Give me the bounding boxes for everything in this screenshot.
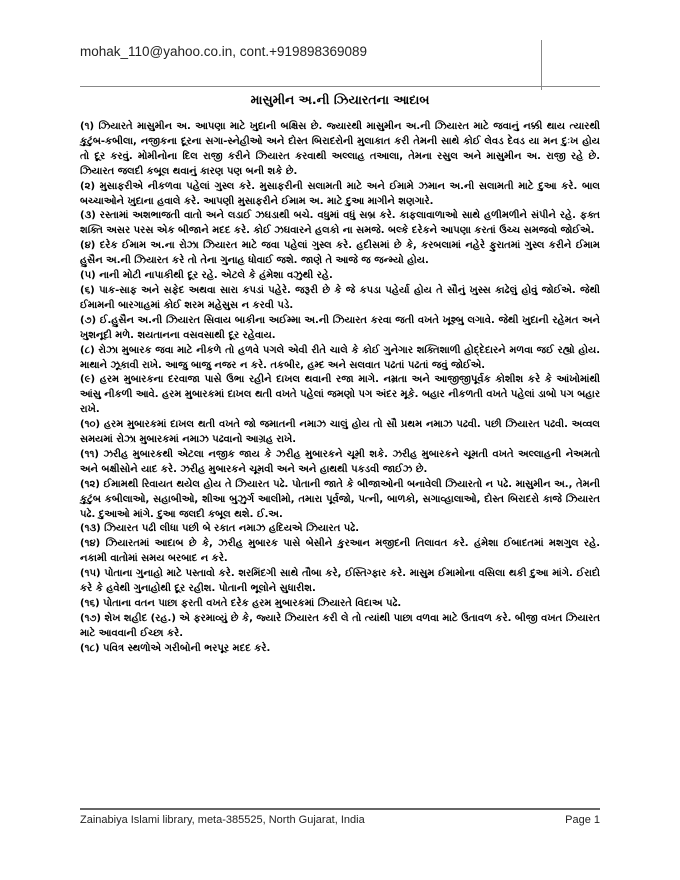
header-divider-vertical (541, 40, 542, 90)
paragraph-7: (૭) ઈ.હુસૈન અ.ની ઝિયારત સિવાય બાકીના અઈમ્મા અ.ની ઝિયારત કરવા જતી વખતે ખૂશ્બુ લગાવે. જેથી ખુદાની રહેમત અને ખુશનૂદી મળે. શયતાનના વસવસાથી દૂર રહેવાય. (80, 314, 600, 341)
paragraph-6: (૬) પાક-સાફ અને સફેદ અથવા સારા કપડાં પહેરે. જરૂરી છે કે જે કપડા પહેર્યા હોય તે સૌનું ખુસ્સ કાઢેલું હોવું જોઈએ. જેથી ઈમામની બારગાહમાં કોઈ શરમ મહેસુસ ન કરવી પડે. (80, 284, 600, 311)
paragraph-14: (૧૪) ઝિયારતમાં આદાબ છે કે, ઝરીહ મુબારક પાસે બેસીને કુરઆન મજીદની તિલાવત કરે. હંમેશા ઈબાદતમાં મશગુલ રહે. નકામી વાતોમાં સમય બરબાદ ન કરે. (80, 538, 600, 565)
paragraph-5: (૫) નાની મોટી નાપાકીથી દૂર રહે. એટલે કે હંમેશા વઝુથી રહે. (80, 270, 333, 282)
footer-library: Zainabiya Islami library, meta-385525, North Gujarat, India (80, 814, 365, 826)
footer-divider (80, 808, 600, 810)
paragraph-10: (૧૦) હરમ મુબારકમાં દાખલ થતી વખતે જો જમાતની નમાઝ ચાલું હોય તો સૌ પ્રથમ નમાઝ પઢવી. પછી ઝિયારત પઢવી. અવ્વલ સમયમાં રોઝા મુબારકમાં નમાઝ પઢવાનો આગ્રહ રાખે. (80, 419, 600, 446)
paragraph-2: (૨) મુસાફરીએ નીકળવા પહેલાં ગુસ્લ કરે. મુસાફરીની સલામતી માટે અને ઈમામે ઝમાન અ.ની સલામતી માટે દુઆ કરે. બાલ બચ્ચાઓને ખુદાના હવાલે કરે. આપણી મુસાફરીને ઈમામ અ. માટે દુઆ માગીને શણગારે. (80, 180, 600, 207)
document-body (80, 120, 600, 657)
paragraph-17: (૧૭) શેખ શહીદ (રહ.) એ ફરમાવ્યું છે કે, જ્યારે ઝિયારત કરી લે તો ત્યાંથી પાછા વળવા માટે ઉતાવળ કરે. બીજી વખત ઝિયારત માટે આવવાની ઈચ્છા કરે. (80, 612, 600, 639)
paragraph-4: (૪) દરેક ઈમામ અ.ના રોઝા ઝિયારત માટે જવા પહેલાં ગુસ્લ કરે. હદીસમાં છે કે, કરબલામાં નહેરે ફુરાતમાં ગુસ્લ કરીને ઈમામ હુસૈન અ.ની ઝિયારત કરે તો તેના ગુનાહ ધોવાઈ જશે. જાણે તે આજે જ જન્મ્યો હોય. (80, 240, 600, 267)
paragraph-3: (૩) રસ્તામાં અશભાજતી વાતો અને લડાઈ ઝઘડાથી બચે. વધુમાં વધું સબ્ર કરે. કાફલાવાળાઓ સાથે હળીમળીને સંપીને રહે. ફક્ત શક્તિ અસર પરસ એક બીજાને મદદ કરે. કોઈ ઝઘવારને હલકો ના સમજે. બલ્કે દરેકને આપણા કરતાં ઉચ્ચ સમજવો જોઈએ. (80, 210, 600, 237)
page-title: માસુમીન અ.ની ઝિયારતના આદાબ (250, 92, 430, 107)
paragraph-18: (૧૮) પવિત્ર સ્થળોએ ગરીબોની ભરપૂર મદદ કરે. (80, 642, 271, 654)
paragraph-16: (૧૬) પોતાના વતન પાછા ફરતી વખતે દરેક હરમ મુબારકમાં ઝિયારતે વિદાઅ પઢે. (80, 598, 402, 609)
paragraph-1: (૧) ઝિયારતે માસુમીન અ. આપણા માટે ખુદાની બક્ષિસ છે. જ્યારથી માસુમીન અ.ની ઝિયારત માટે જવાનું નક્કી થાય ત્યારથી કુટુંબ-કબીલા, નજીકના દૂરના સગા-સ્નેહીઓ અને દોસ્ત બિરાદરોની મુલાકાત કરી તેમની સાથે કોઈ લેવડ દેવડ યા મન દુઃખ હોય તો દૂર કરવું. મોમીનોના દિલ રાજી કરીને ઝિયારત કરવાથી અલ્લાહ તઆલા, તેમના રસુલ અને માસુમીન અ. રાજી રહે છે. ઝિયારત જલદી કબૂલ થવાનું કારણ પણ બની શકે છે. (80, 121, 600, 177)
paragraph-13: (૧૩) ઝિયારત પઢી લીધા પછી બે રકાત નમાઝ હદિયએ ઝિયારત પઢે. (80, 523, 360, 535)
page-number: Page 1 (565, 814, 600, 826)
paragraph-11: (૧૧) ઝરીહ મુબારકથી એટલા નજીક જાય કે ઝરીહ મુબારકને ચૂમી શકે. ઝરીહ મુબારકને ચૂમતી વખતે અલ્લાહની નેઅમતો અને બક્ષીસોને યાદ કરે. ઝરીહ મુબારકને ચૂમવી અને અને હાથથી પકડવી જાઈઝ છે. (80, 448, 600, 475)
paragraph-15: (૧૫) પોતાના ગુનાહો માટે પસ્તાવો કરે. શરમિંદગી સાથે તૌબા કરે, ઈસ્તિગ્ફાર કરે. માસુમ ઈમામોના વસિલા થકી દુઆ માંગે. ઈરાદો કરે કે હવેથી ગુનાહોથી દૂર રહીશ. પોતાની ભૂલોને સુધારીશ. (80, 568, 600, 595)
paragraph-12: (૧૨) ઈમામથી રિવાયત થયેલ હોય તે ઝિયારત પઢે. પોતાની જાતે કે બીજાઓની બનાવેલી ઝિયારતો ન પઢે. માસુમીન અ., તેમની કુટુંબ કબીલાઓ, સહાબીઓ, શીઆ બુઝુર્ગ આલીમો, તમારા પૂર્વજો, પત્ની, બાળકો, સગાવ્હાલાઓ, દોસ્ત બિરાદરો કાજે ઝિયારત પઢે. દુઆઓ માંગે. દુઆ જલદી કબૂલ થશે. ઈ.અ. (80, 478, 600, 520)
header-contact: mohak_110@yahoo.co.in, cont.+919898369089 (80, 44, 368, 59)
header-divider (80, 86, 600, 87)
paragraph-8: (૮) રોઝા મુબારક જવા માટે નીકળે તો હળવે પગલે એવી રીતે ચાલે કે કોઈ ગુનેગાર શક્તિશાળી હોદ્દેદારને મળવા જઈ રહ્યો હોય. માથાને ઝૂકાવી રાખે. આજુ બાજુ નજર ન કરે. તકબીર, હમ્દ અને સલવાત પઢતાં પઢતાં જવું જોઈએ. (80, 344, 600, 371)
paragraph-9: (૯) હરમ મુબારકના દરવાજા પાસે ઉભા રહીને દાખલ થવાની રજા માગે. નમ્રતા અને આજીજીપૂર્વક કોશીશ કરે કે આંખોમાંથી આંસુ નીકળી આવે. હરમ મુબારકમાં દાખલ થતી વખતે પહેલાં જમણો પગ અંદર મૂકે. બહાર નીકળતી વખતે પહેલાં ડાબો પગ બહાર રાખે. (80, 374, 600, 416)
